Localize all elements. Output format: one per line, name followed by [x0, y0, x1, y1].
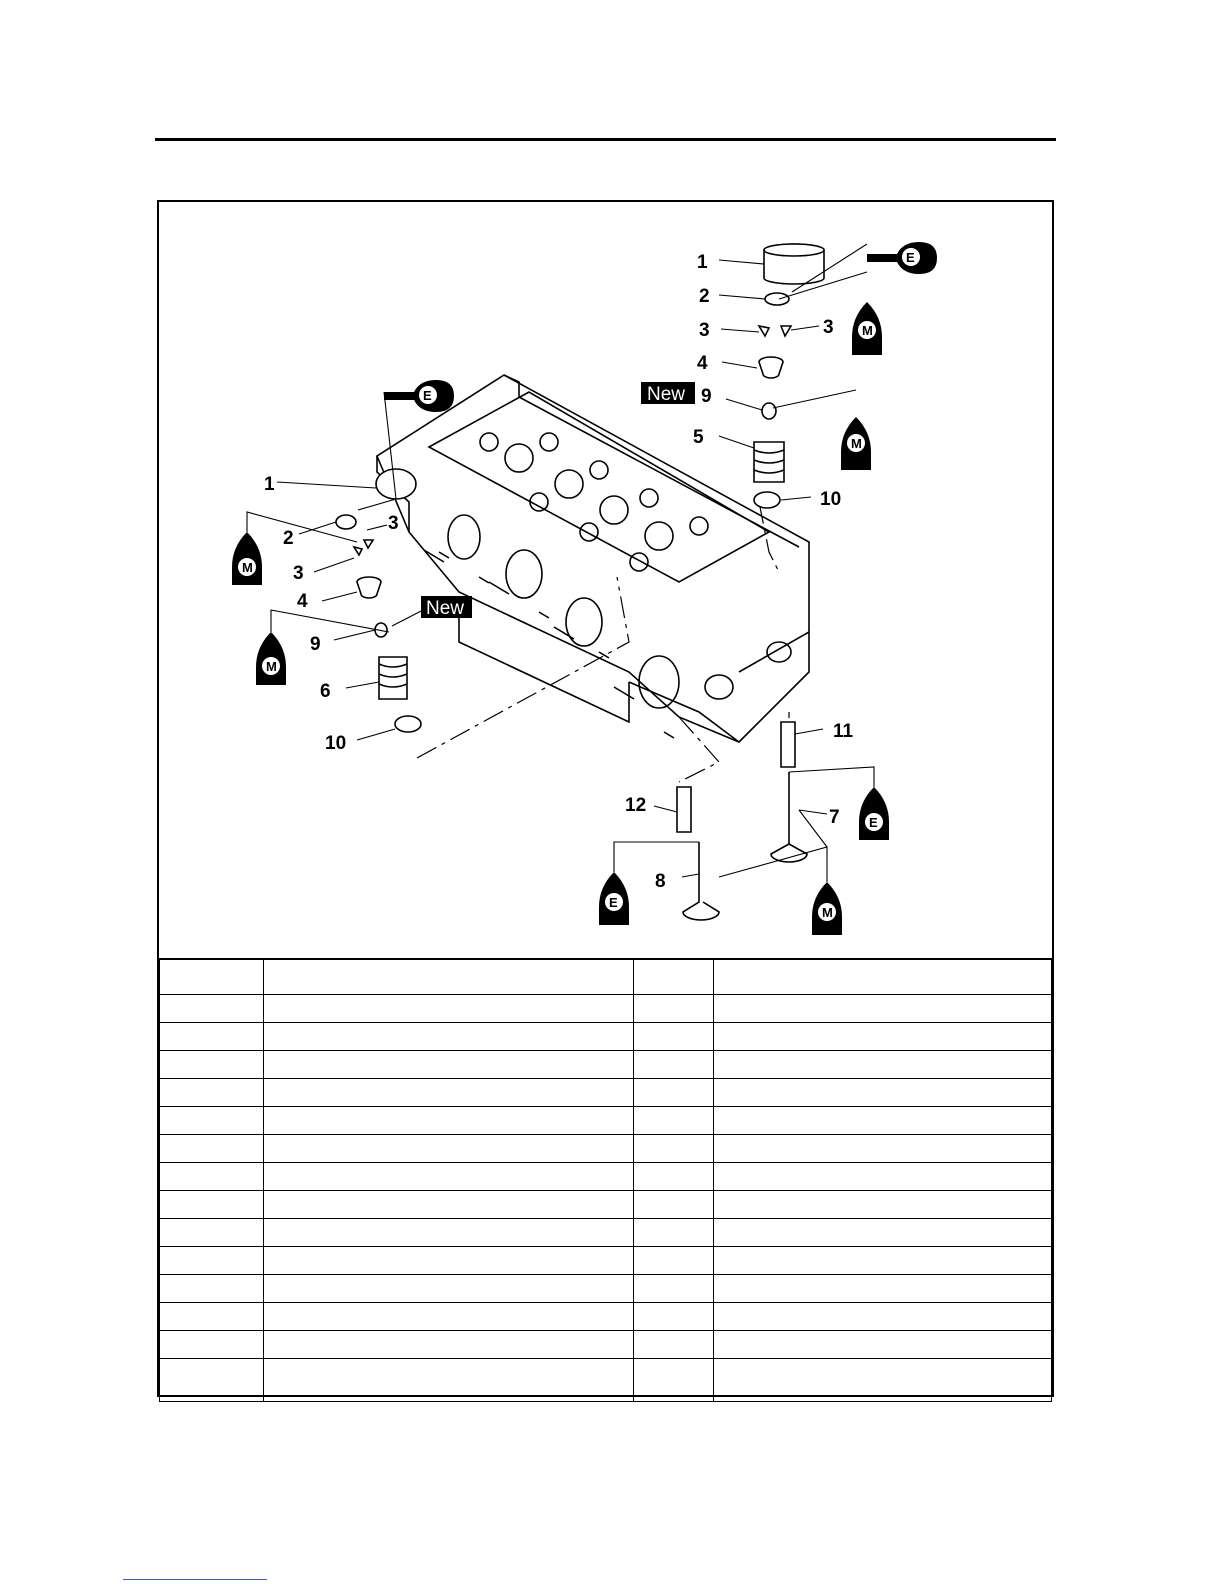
table-row [160, 1079, 1052, 1107]
table-row [160, 959, 1052, 995]
table-cell [264, 1275, 634, 1303]
svg-text:E: E [609, 895, 618, 910]
table-cell [264, 1135, 634, 1163]
table-cell [634, 1219, 714, 1247]
new-part-tag [641, 382, 695, 405]
table-cell [264, 959, 634, 995]
molybdenum-oil-icon [256, 632, 286, 685]
table-cell [264, 1191, 634, 1219]
callout-number: 1 [264, 474, 275, 495]
table-row [160, 1359, 1052, 1402]
table-cell [160, 1051, 264, 1079]
table-cell [634, 1163, 714, 1191]
svg-text:New: New [647, 384, 686, 405]
callout-number: 8 [655, 871, 666, 892]
table-row [160, 1219, 1052, 1247]
table-cell [714, 1359, 1052, 1402]
table-cell [264, 1163, 634, 1191]
table-cell [714, 959, 1052, 995]
table-cell [634, 1275, 714, 1303]
table-cell [160, 1247, 264, 1275]
new-part-tag [421, 596, 472, 619]
molybdenum-oil-icon [852, 302, 882, 355]
callout-number: 4 [697, 353, 708, 374]
table-cell [264, 1051, 634, 1079]
callout-number: 4 [297, 591, 308, 612]
callout-number: 9 [310, 634, 321, 655]
cylinder-head-exploded-diagram [159, 202, 1056, 958]
table-cell [264, 1359, 634, 1402]
table-row [160, 1191, 1052, 1219]
table-cell [634, 1107, 714, 1135]
table-row [160, 1051, 1052, 1079]
callout-number: 3 [823, 317, 834, 338]
callout-number: 12 [625, 795, 647, 816]
table-cell [714, 1275, 1052, 1303]
table-cell [264, 1303, 634, 1331]
figure-frame [157, 200, 1054, 1397]
table-cell [160, 1219, 264, 1247]
table-cell [160, 1023, 264, 1051]
svg-text:M: M [851, 436, 862, 451]
table-cell [264, 1247, 634, 1275]
table-cell [634, 1303, 714, 1331]
table-cell [714, 1331, 1052, 1359]
table-cell [714, 1023, 1052, 1051]
table-row [160, 1247, 1052, 1275]
table-cell [714, 1303, 1052, 1331]
table-cell [634, 1191, 714, 1219]
engine-oil-icon [859, 787, 889, 840]
callout-number: 3 [699, 320, 710, 341]
engine-oil-icon [599, 872, 629, 925]
table-cell [714, 1107, 1052, 1135]
svg-text:E: E [869, 815, 878, 830]
table-row [160, 995, 1052, 1023]
parts-list-table [159, 958, 1052, 1402]
table-row [160, 1163, 1052, 1191]
table-cell [160, 1163, 264, 1191]
svg-text:E: E [906, 250, 915, 265]
callout-number: 7 [829, 807, 840, 828]
callout-number: 11 [833, 721, 854, 742]
table-cell [264, 1219, 634, 1247]
table-cell [264, 995, 634, 1023]
callout-number: 3 [388, 513, 399, 534]
molybdenum-oil-icon [841, 417, 871, 470]
table-cell [634, 995, 714, 1023]
callout-number: 10 [325, 733, 347, 754]
callout-number: 2 [283, 528, 294, 549]
header-rule [155, 138, 1056, 141]
cylinder-head-illustration [377, 375, 809, 742]
table-row [160, 1331, 1052, 1359]
table-cell [714, 1135, 1052, 1163]
table-cell [714, 995, 1052, 1023]
table-cell [634, 959, 714, 995]
callout-number: 6 [320, 681, 331, 702]
svg-text:E: E [423, 388, 432, 403]
table-cell [160, 1107, 264, 1135]
table-row [160, 1023, 1052, 1051]
table-cell [714, 1191, 1052, 1219]
table-cell [714, 1163, 1052, 1191]
svg-text:M: M [862, 323, 873, 338]
svg-text:M: M [822, 905, 833, 920]
table-cell [634, 1359, 714, 1402]
footer-link-underline [123, 1579, 267, 1580]
table-cell [160, 995, 264, 1023]
svg-text:M: M [266, 659, 277, 674]
table-cell [714, 1247, 1052, 1275]
table-cell [160, 1079, 264, 1107]
table-cell [714, 1079, 1052, 1107]
molybdenum-oil-icon [232, 532, 262, 585]
callout-number: 2 [699, 286, 710, 307]
table-cell [160, 1331, 264, 1359]
table-row [160, 1135, 1052, 1163]
table-cell [264, 1023, 634, 1051]
engine-oil-icon [384, 380, 454, 412]
svg-text:M: M [242, 560, 253, 575]
table-cell [634, 1135, 714, 1163]
table-cell [160, 1303, 264, 1331]
table-cell [160, 1191, 264, 1219]
table-cell [160, 1275, 264, 1303]
table-cell [634, 1247, 714, 1275]
table-cell [264, 1079, 634, 1107]
callout-number: 5 [693, 427, 704, 448]
table-cell [264, 1331, 634, 1359]
table-cell [634, 1079, 714, 1107]
table-cell [160, 959, 264, 995]
svg-text:New: New [426, 598, 465, 619]
callout-number: 9 [701, 386, 712, 407]
table-cell [714, 1219, 1052, 1247]
table-cell [160, 1135, 264, 1163]
callout-number: 3 [293, 563, 304, 584]
table-row [160, 1303, 1052, 1331]
table-row [160, 1107, 1052, 1135]
table-cell [634, 1023, 714, 1051]
callout-number: 1 [697, 252, 708, 273]
table-row [160, 1275, 1052, 1303]
molybdenum-oil-icon [812, 882, 842, 935]
table-cell [160, 1359, 264, 1402]
table-cell [264, 1107, 634, 1135]
engine-oil-icon [867, 242, 937, 274]
table-cell [714, 1051, 1052, 1079]
table-cell [634, 1331, 714, 1359]
table-cell [634, 1051, 714, 1079]
callout-number: 10 [820, 489, 842, 510]
